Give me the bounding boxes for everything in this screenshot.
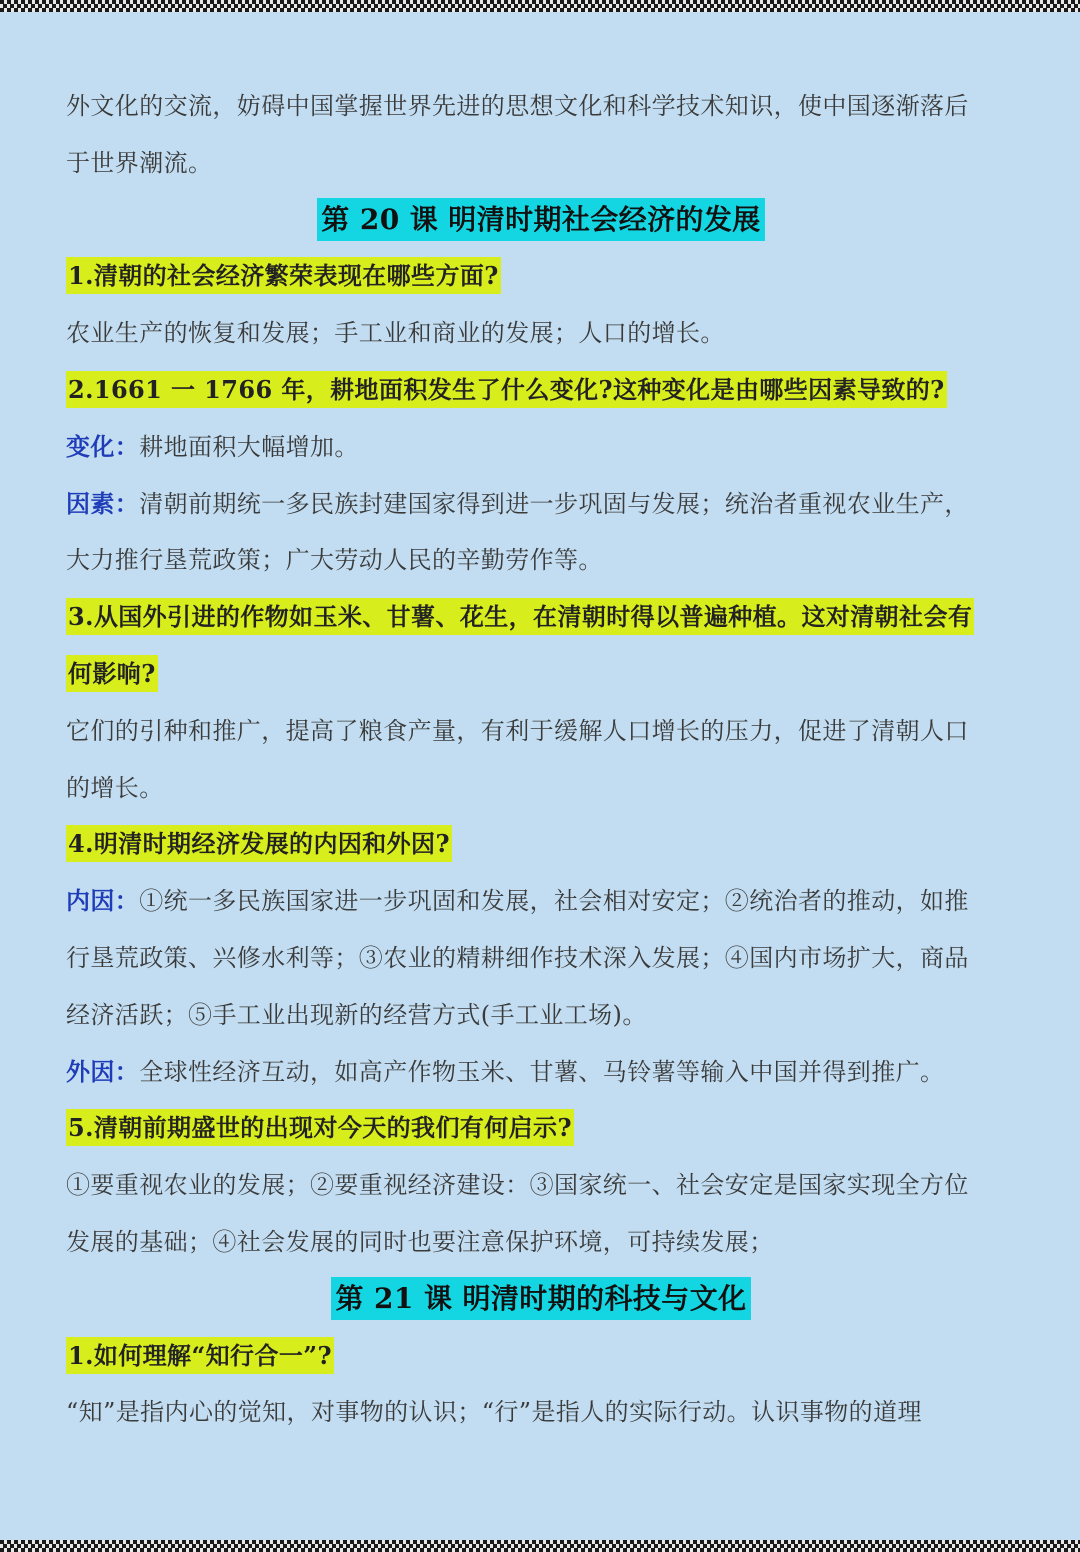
l20-q5-text: 5.清朝前期盛世的出现对今天的我们有何启示? bbox=[66, 1109, 574, 1146]
external-label: 外因： bbox=[66, 1056, 140, 1086]
l20-q4-internal-3: 经济活跃；⑤手工业出现新的经营方式(手工业工场)。 bbox=[66, 1000, 647, 1029]
l21-question-1 bbox=[66, 1328, 1016, 1385]
lesson-20-title: 第 20 课 明清时期社会经济的发展 bbox=[317, 198, 764, 241]
lesson-21-heading bbox=[66, 1271, 1016, 1328]
l20-question-2 bbox=[66, 362, 1016, 419]
factor-label: 因素： bbox=[66, 488, 140, 518]
l20-answer-1: 农业生产的恢复和发展；手工业和商业的发展；人口的增长。 bbox=[66, 319, 725, 348]
l21-q1-text: 1.如何理解“知行合一”? bbox=[66, 1337, 334, 1374]
intro-line-2: 于世界潮流。 bbox=[66, 148, 213, 177]
l20-q1-text: 1.清朝的社会经济繁荣表现在哪些方面? bbox=[66, 257, 501, 294]
l20-question-3-line-2 bbox=[66, 646, 1016, 703]
l20-question-5 bbox=[66, 1100, 1016, 1157]
l20-answer-5-line-2: 发展的基础；④社会发展的同时也要注意保护环境，可持续发展； bbox=[66, 1227, 774, 1256]
l21-answer-1-line-1: “知”是指内心的觉知，对事物的认识；“行”是指人的实际行动。认识事物的道理 bbox=[66, 1398, 922, 1427]
l20-question-1 bbox=[66, 248, 1016, 305]
l20-answer-5-line-1: ①要重视农业的发展；②要重视经济建设：③国家统一、社会安定是国家实现全方位 bbox=[66, 1171, 969, 1200]
l20-q4-text: 4.明清时期经济发展的内因和外因? bbox=[66, 825, 452, 862]
l20-answer-3-line-1: 它们的引种和推广，提高了粮食产量，有利于缓解人口增长的压力，促进了清朝人口 bbox=[66, 716, 969, 745]
lesson-21-title: 第 21 课 明清时期的科技与文化 bbox=[331, 1277, 750, 1320]
l20-q3-text-2: 何影响? bbox=[66, 655, 158, 692]
factor-text-1: 清朝前期统一多民族封建国家得到进一步巩固与发展；统治者重视农业生产， bbox=[139, 489, 969, 518]
l20-question-3-line-1 bbox=[66, 589, 1016, 646]
change-label: 变化： bbox=[66, 431, 140, 461]
internal-label: 内因： bbox=[66, 886, 140, 916]
l20-q2-factor-2: 大力推行垦荒政策；广大劳动人民的辛勤劳作等。 bbox=[66, 546, 603, 575]
l20-q2-factor-1 bbox=[66, 476, 1016, 533]
top-decorative-border bbox=[0, 0, 1080, 12]
l20-q4-internal-1 bbox=[66, 873, 1016, 930]
intro-line-1: 外文化的交流，妨碍中国掌握世界先进的思想文化和科学技术知识，使中国逐渐落后 bbox=[66, 92, 969, 120]
l20-q2-text: 2.1661 一 1766 年，耕地面积发生了什么变化?这种变化是由哪些因素导致的? bbox=[66, 371, 947, 408]
l20-question-4 bbox=[66, 816, 1016, 873]
external-text: 全球性经济互动，如高产作物玉米、甘薯、马铃薯等输入中国并得到推广。 bbox=[139, 1057, 945, 1086]
change-text: 耕地面积大幅增加。 bbox=[139, 432, 359, 461]
document-content bbox=[66, 78, 1016, 1441]
l20-q2-change bbox=[66, 419, 1016, 476]
l20-q4-internal-2: 行垦荒政策、兴修水利等；③农业的精耕细作技术深入发展；④国内市场扩大，商品 bbox=[66, 943, 969, 972]
lesson-20-heading bbox=[66, 192, 1016, 249]
l20-q4-external bbox=[66, 1044, 1016, 1101]
l20-q3-text-1: 3.从国外引进的作物如玉米、甘薯、花生，在清朝时得以普遍种植。这对清朝社会有 bbox=[66, 598, 974, 635]
l20-answer-3-line-2: 的增长。 bbox=[66, 773, 164, 802]
internal-text-1: ①统一多民族国家进一步巩固和发展，社会相对安定；②统治者的推动，如推 bbox=[139, 887, 969, 916]
bottom-decorative-border bbox=[0, 1540, 1080, 1552]
